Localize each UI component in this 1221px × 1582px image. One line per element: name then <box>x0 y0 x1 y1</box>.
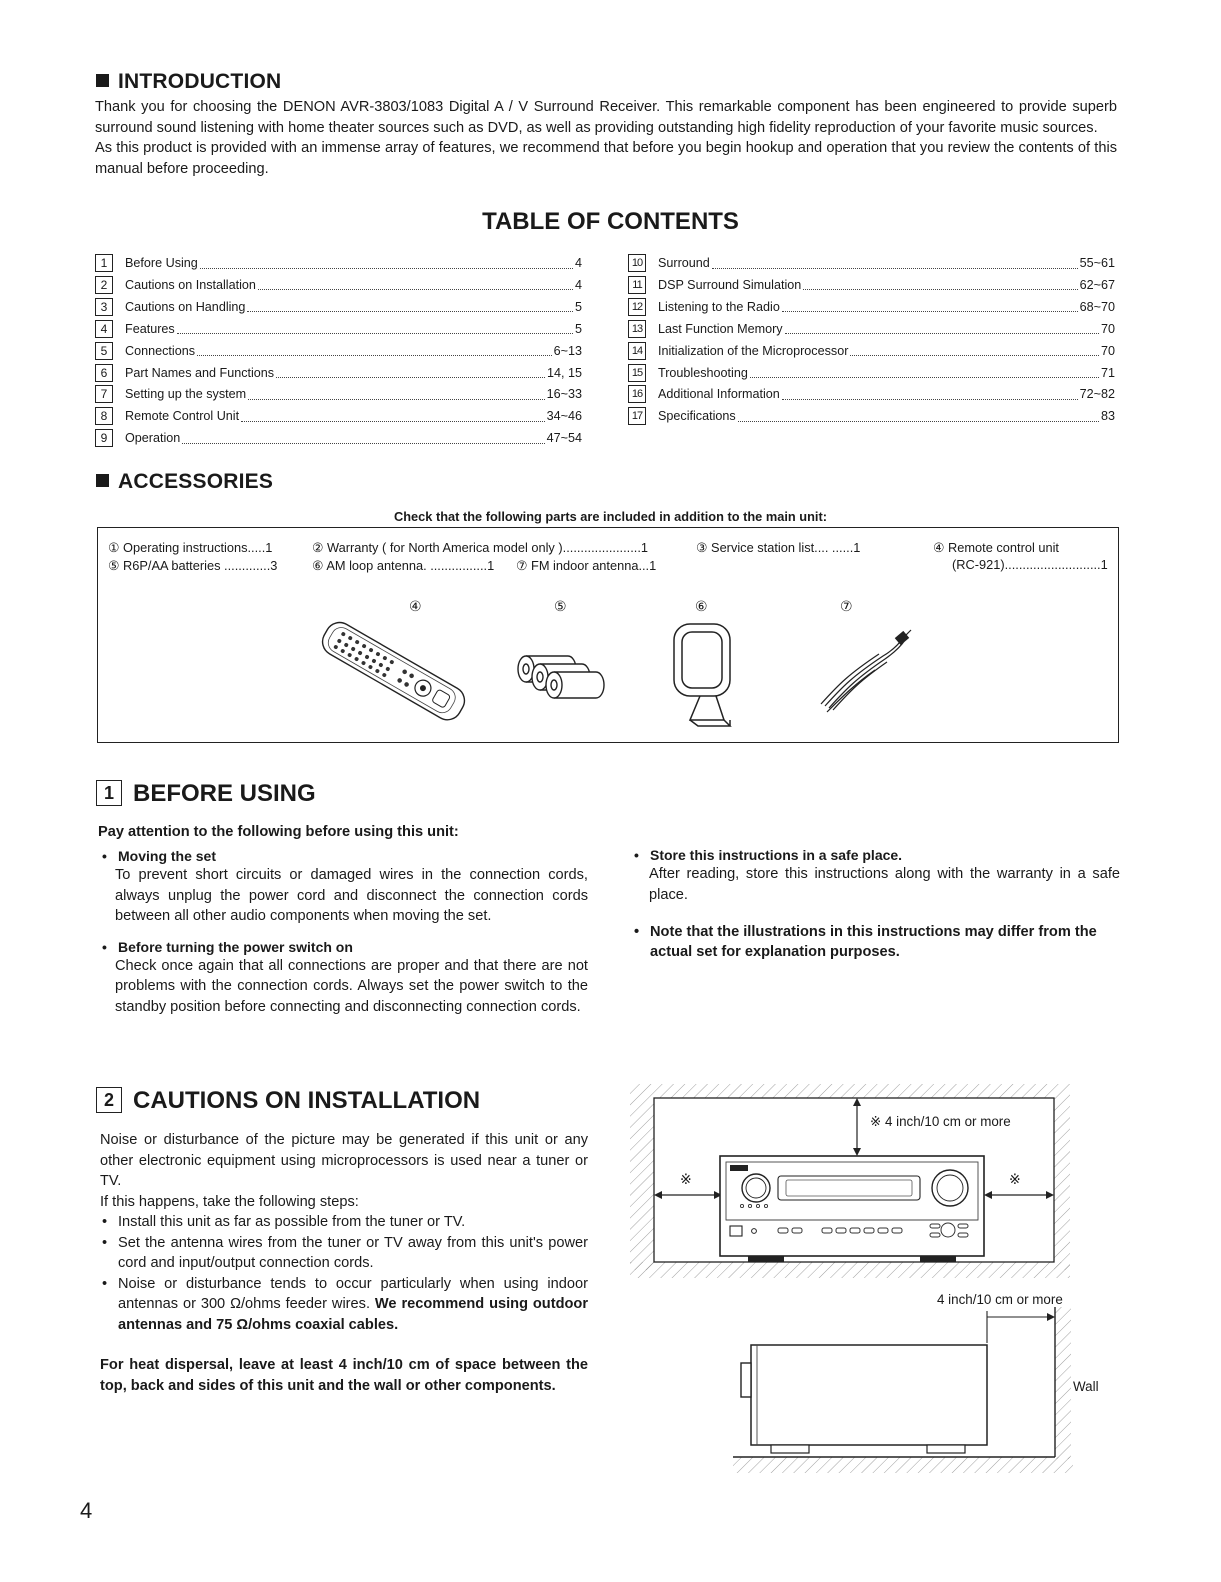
accessory-item: ④ Remote control unit <box>933 540 1059 555</box>
cautions-paragraph-2: If this happens, take the following steps: <box>100 1193 359 1210</box>
toc-entry-label: Initialization of the Microprocessor <box>658 343 849 358</box>
toc-entry-number: 14 <box>628 342 646 360</box>
toc-dot-leader <box>177 323 573 334</box>
toc-entry-label: Listening to the Radio <box>658 299 780 314</box>
toc-entry <box>95 253 582 273</box>
toc-entry-number: 3 <box>95 298 113 316</box>
before-using-left-column <box>100 848 588 1017</box>
accessory-item: ② Warranty ( for North America model only )......................1 <box>312 540 648 555</box>
batteries-figure-label: ⑤ <box>554 598 567 614</box>
toc-dot-leader <box>803 279 1077 290</box>
am-antenna-figure-label: ⑥ <box>695 598 708 614</box>
toc-entry-page: 47~54 <box>546 431 582 446</box>
accessories-heading-text: ACCESSORIES <box>118 470 274 493</box>
section-number-1: 1 <box>96 780 122 806</box>
toc-entry-number: 10 <box>628 254 646 272</box>
toc-dot-leader <box>712 258 1078 269</box>
accessories-check-line: Check that the following parts are included in addition to the main unit: <box>394 509 827 524</box>
fm-antenna-figure-label: ⑦ <box>840 598 853 614</box>
toc-dot-leader <box>738 411 1099 422</box>
toc-entry-number: 7 <box>95 385 113 403</box>
accessory-item: ① Operating instructions.....1 <box>108 540 273 555</box>
toc-entry-label: Specifications <box>658 409 736 424</box>
toc-entry-number: 1 <box>95 254 113 272</box>
section-number-2: 2 <box>96 1087 122 1113</box>
toc-entry <box>628 275 1115 295</box>
toc-dot-leader <box>182 433 544 444</box>
accessories-heading <box>96 470 273 494</box>
toc-entry-label: DSP Surround Simulation <box>658 277 802 292</box>
store-instructions-text: After reading, store this instructions along with the warranty in a safe place. <box>649 866 1120 903</box>
before-using-heading-text: BEFORE USING <box>133 780 316 807</box>
toc-entry-label: Features <box>125 321 175 336</box>
toc-entry <box>95 319 582 339</box>
toc-entry <box>95 341 582 361</box>
toc-entry <box>628 297 1115 317</box>
toc-entry-page: 68~70 <box>1079 299 1115 314</box>
toc-entry-label: Setting up the system <box>125 387 247 402</box>
cautions-installation-body <box>100 1130 588 1396</box>
toc-entry-label: Troubleshooting <box>658 365 748 380</box>
toc-title: TABLE OF CONTENTS <box>482 208 739 235</box>
toc-entry-page: 71 <box>1100 365 1115 380</box>
cautions-bullet-3 <box>100 1274 588 1336</box>
toc-entry-number: 4 <box>95 320 113 338</box>
accessory-item: ⑦ FM indoor antenna...1 <box>516 558 657 573</box>
left-clearance-mark: ※ <box>680 1171 692 1187</box>
power-switch-title: • Before turning the power switch on <box>100 939 588 955</box>
toc-entry <box>628 341 1115 361</box>
cautions-paragraph-1: Noise or disturbance of the picture may be generated if this unit or any other electronic equipment using microprocessors is used near a tuner or TV. <box>100 1132 588 1189</box>
before-using-lead: Pay attention to the following before using this unit: <box>98 824 459 840</box>
before-using-heading <box>96 780 316 808</box>
introduction-paragraph-1: Thank you for choosing the DENON AVR-3803/1083 Digital A / V Surround Receiver. This remarkable component has been engineered to provide superb surround sound listening with home theater sources such as DVD, as well as providing outstanding high fidelity reproduction of your favorite music sources. <box>95 99 1117 136</box>
toc-entry-number: 17 <box>628 407 646 425</box>
page-number: 4 <box>80 1498 93 1523</box>
toc-entry-page: 70 <box>1100 343 1115 358</box>
before-using-right-column <box>632 847 1120 962</box>
cautions-bullet-1: • Install this unit as far as possible from the tuner or TV. <box>100 1212 588 1233</box>
toc-dot-leader <box>750 367 1099 378</box>
right-clearance-mark: ※ <box>1009 1171 1021 1187</box>
toc-entry-label: Last Function Memory <box>658 321 783 336</box>
toc-entry <box>95 428 582 448</box>
toc-entry-number: 13 <box>628 320 646 338</box>
section-square-icon <box>96 474 109 487</box>
toc-entry-number: 2 <box>95 276 113 294</box>
accessory-item: ⑤ R6P/AA batteries .............3 <box>108 558 278 573</box>
toc-entry-number: 8 <box>95 407 113 425</box>
batteries-illustration <box>516 650 616 702</box>
toc-entry-label: Operation <box>125 431 181 446</box>
toc-entry-label: Remote Control Unit <box>125 409 240 424</box>
cautions-bullet-3-text: Noise or disturbance tends to occur particularly when using indoor antennas or 300 Ω/ohms feeder wires. <box>118 1275 588 1312</box>
toc-entry-page: 70 <box>1100 321 1115 336</box>
toc-entry <box>628 363 1115 383</box>
toc-entry <box>628 384 1115 404</box>
accessory-item: (RC-921)...........................1 <box>952 557 1108 572</box>
toc-dot-leader <box>850 345 1099 356</box>
heat-dispersal-note: For heat dispersal, leave at least 4 inch/10 cm of space between the top, back and sides of this unit and the wall or other components. <box>100 1357 588 1394</box>
toc-entry-page: 14, 15 <box>546 365 582 380</box>
store-instructions-title: • Store this instructions in a safe place. <box>632 847 1120 863</box>
remote-control-illustration <box>313 616 473 728</box>
cautions-installation-heading-text: CAUTIONS ON INSTALLATION <box>133 1087 481 1114</box>
cautions-installation-heading <box>96 1087 480 1115</box>
illustration-note: • Note that the illustrations in this instructions may differ from the actual set for explanation purposes. <box>632 922 1120 962</box>
toc-entry-label: Before Using <box>125 256 198 270</box>
toc-dot-leader <box>276 367 545 378</box>
introduction-heading-text: INTRODUCTION <box>118 70 282 93</box>
back-clearance-label: 4 inch/10 cm or more <box>937 1292 1063 1307</box>
toc-entry <box>95 275 582 295</box>
toc-entry-number: 11 <box>628 276 646 294</box>
toc-entry-number: 6 <box>95 364 113 382</box>
toc-dot-leader <box>785 323 1099 334</box>
cautions-bullet-3-bold: We recommend using outdoor antennas and 75 Ω/ohms coaxial cables. <box>118 1296 588 1333</box>
toc-entry <box>95 297 582 317</box>
toc-entry-page: 5 <box>574 299 582 314</box>
toc-entry <box>628 406 1115 426</box>
accessory-item: ⑥ AM loop antenna. ................1 <box>312 558 495 573</box>
toc-entry-number: 16 <box>628 385 646 403</box>
toc-entry-page: 34~46 <box>546 409 582 424</box>
introduction-paragraph-2: As this product is provided with an immense array of features, we recommend that before you begin hookup and operation that you review the contents of this manual before proceeding. <box>95 140 1117 177</box>
am-loop-antenna-illustration <box>668 620 738 730</box>
toc-dot-leader <box>200 258 573 269</box>
accessories-box <box>97 527 1119 743</box>
cautions-bullet-2: • Set the antenna wires from the tuner or TV away from this unit's power cord and input/output connection cords. <box>100 1233 588 1274</box>
toc-entry-label: Part Names and Functions <box>125 365 275 380</box>
toc-entry-page: 6~13 <box>553 343 582 358</box>
toc-entry-page: 62~67 <box>1079 277 1115 292</box>
toc-entry-number: 5 <box>95 342 113 360</box>
toc-entry-page: 5 <box>574 321 582 336</box>
toc-entry <box>95 384 582 404</box>
toc-entry-number: 15 <box>628 364 646 382</box>
toc-entry-page: 72~82 <box>1079 387 1115 402</box>
moving-set-text: To prevent short circuits or damaged wires in the connection cords, always unplug the power cord and disconnect the connection cords between all other audio components when moving the set. <box>115 867 588 924</box>
moving-set-title: • Moving the set <box>100 848 588 864</box>
toc-entry-page: 4 <box>574 256 582 270</box>
toc-entry <box>628 253 1115 273</box>
toc-dot-leader <box>247 301 573 312</box>
toc-entry-label: Cautions on Installation <box>125 277 256 292</box>
toc-dot-leader <box>782 301 1078 312</box>
toc-entry-number: 12 <box>628 298 646 316</box>
wall-label: Wall <box>1073 1379 1099 1394</box>
accessory-item: ③ Service station list.... ......1 <box>696 540 861 555</box>
toc-entry-label: Additional Information <box>658 387 780 402</box>
top-clearance-label: ※ 4 inch/10 cm or more <box>870 1114 1011 1129</box>
fm-antenna-illustration <box>813 626 913 716</box>
toc-entry <box>628 319 1115 339</box>
toc-entry-page: 55~61 <box>1079 256 1115 270</box>
toc-entry-number: 9 <box>95 429 113 447</box>
toc-entry <box>95 363 582 383</box>
toc-dot-leader <box>248 389 545 400</box>
toc-entry-label: Cautions on Handling <box>125 299 246 314</box>
power-switch-text: Check once again that all connections are proper and that there are not problems with the connection cords. Always set the power switch to the standby position before connecting and disconnecting connection cords. <box>115 957 588 1015</box>
toc-entry-page: 4 <box>574 277 582 292</box>
toc-entry-page: 16~33 <box>546 387 582 402</box>
toc-dot-leader <box>241 411 545 422</box>
toc-entry-label: Surround <box>658 256 710 270</box>
toc-dot-leader <box>782 389 1078 400</box>
toc-entry-page: 83 <box>1100 409 1115 424</box>
toc-dot-leader <box>197 345 552 356</box>
toc-dot-leader <box>258 279 573 290</box>
table-of-contents <box>0 0 1221 460</box>
clearance-side-diagram <box>733 1307 1078 1477</box>
toc-entry-label: Connections <box>125 343 196 358</box>
toc-entry <box>95 406 582 426</box>
remote-figure-label: ④ <box>409 598 422 614</box>
